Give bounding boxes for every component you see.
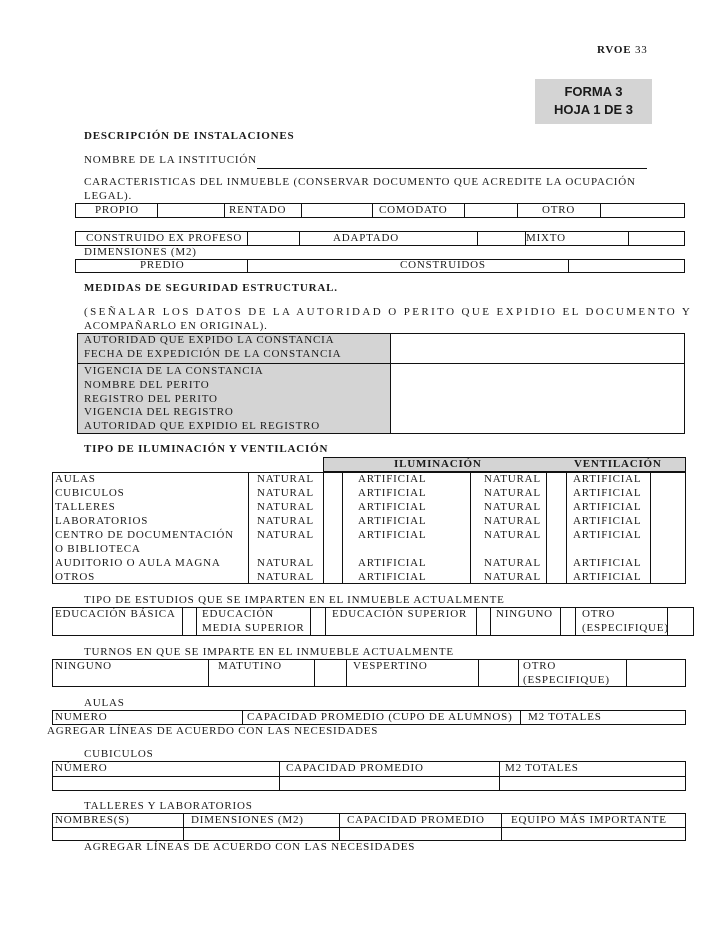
section-title-seguridad: MEDIDAS DE SEGURIDAD ESTRUCTURAL. <box>84 282 338 294</box>
seguridad-row-4: NOMBRE DEL PERITO <box>84 379 210 391</box>
rvoe-header <box>597 44 648 57</box>
estudio-otro-2: (ESPECIFIQUE) <box>582 622 669 634</box>
turno-otro-2: (ESPECIFIQUE) <box>523 674 610 686</box>
estudio-media-2: MEDIA SUPERIOR <box>202 622 305 634</box>
forma-box <box>535 79 652 124</box>
seguridad-table <box>77 333 685 434</box>
turno-matutino: MATUTINO <box>218 660 282 672</box>
ilum-natural-5[interactable]: NATURAL <box>257 529 314 541</box>
ilum-artificial-7[interactable]: ARTIFICIAL <box>358 571 427 583</box>
talleres-equipo: EQUIPO MÁS IMPORTANTE <box>511 814 667 826</box>
matutino-checkbox[interactable] <box>315 660 347 686</box>
talleres-header <box>52 813 686 841</box>
vent-natural-2[interactable]: NATURAL <box>484 487 541 499</box>
estudios-row <box>52 607 694 636</box>
seguridad-row-1: AUTORIDAD QUE EXPIDO LA CONSTANCIA <box>84 334 335 346</box>
ilum-row-auditorio: AUDITORIO O AULA MAGNA <box>55 557 221 569</box>
talleres-agregar: AGREGAR LÍNEAS DE ACUERDO CON LAS NECESIDADES <box>84 841 416 853</box>
aulas-header <box>52 710 686 725</box>
section-title-talleres: TALLERES Y LABORATORIOS <box>84 800 253 812</box>
rvoe-label: RVOE <box>597 44 632 56</box>
header-ventilacion: VENTILACIÓN <box>574 458 662 470</box>
ilum-artificial-4[interactable]: ARTIFICIAL <box>358 515 427 527</box>
talleres-dimensiones: DIMENSIONES (M2) <box>191 814 304 826</box>
vent-natural-5[interactable]: NATURAL <box>484 529 541 541</box>
estudio-basica: EDUCACIÓN BÁSICA <box>55 608 176 620</box>
vent-natural-4[interactable]: NATURAL <box>484 515 541 527</box>
section-title-aulas: AULAS <box>84 697 125 709</box>
iluminacion-header <box>323 457 686 472</box>
vent-natural-3[interactable]: NATURAL <box>484 501 541 513</box>
caracteristicas-line-2: LEGAL). <box>84 190 133 202</box>
rvoe-number: 33 <box>634 44 648 56</box>
construccion-row <box>75 231 685 246</box>
cubiculos-numero: NÚMERO <box>55 762 108 774</box>
cubiculos-capacidad: CAPACIDAD PROMEDIO <box>286 762 424 774</box>
turno-vespertino: VESPERTINO <box>353 660 428 672</box>
superior-checkbox[interactable] <box>477 608 491 635</box>
ilum-row-aulas: AULAS <box>55 473 96 485</box>
seguridad-note-2: ACOMPAÑARLO EN ORIGINAL). <box>84 320 268 332</box>
vent-artificial-3[interactable]: ARTIFICIAL <box>573 501 642 513</box>
cubiculos-m2: M2 TOTALES <box>505 762 579 774</box>
seguridad-value-1[interactable] <box>391 334 684 364</box>
turnos-row <box>52 659 686 687</box>
adaptado-checkbox[interactable] <box>478 232 526 245</box>
section-title-cubiculos: CUBICULOS <box>84 748 154 760</box>
ilum-natural-7[interactable]: NATURAL <box>257 571 314 583</box>
vespertino-checkbox[interactable] <box>479 660 519 686</box>
ilum-natural-4[interactable]: NATURAL <box>257 515 314 527</box>
predio-label: PREDIO <box>140 259 185 271</box>
ilum-artificial-1[interactable]: ARTIFICIAL <box>358 473 427 485</box>
ilum-row-cubiculos: CUBICULOS <box>55 487 125 499</box>
ilum-natural-6[interactable]: NATURAL <box>257 557 314 569</box>
construido-checkbox[interactable] <box>248 232 300 245</box>
ilum-row-otros: OTROS <box>55 571 96 583</box>
vent-artificial-2[interactable]: ARTIFICIAL <box>573 487 642 499</box>
vent-artificial-5[interactable]: ARTIFICIAL <box>573 529 642 541</box>
opt-propio: PROPIO <box>95 204 139 216</box>
seguridad-row-2: FECHA DE EXPEDICIÓN DE LA CONSTANCIA <box>84 348 342 360</box>
basica-checkbox[interactable] <box>183 608 197 635</box>
media-checkbox[interactable] <box>311 608 326 635</box>
opt-comodato: COMODATO <box>379 204 448 216</box>
comodato-checkbox[interactable] <box>465 204 518 217</box>
section-title-estudios: TIPO DE ESTUDIOS QUE SE IMPARTEN EN EL INMUEBLE ACTUALMENTE <box>84 594 505 606</box>
dimensiones-row <box>75 259 685 273</box>
opt-construido: CONSTRUIDO EX PROFESO <box>86 232 243 244</box>
vent-artificial-7[interactable]: ARTIFICIAL <box>573 571 642 583</box>
iluminacion-table <box>52 457 686 584</box>
ilum-row-centro: CENTRO DE DOCUMENTACIÓN <box>55 529 234 541</box>
ilum-natural-3[interactable]: NATURAL <box>257 501 314 513</box>
construidos-field[interactable] <box>569 260 680 272</box>
opt-mixto: MIXTO <box>526 232 566 244</box>
section-title-iluminacion: TIPO DE ILUMINACIÓN Y VENTILACIÓN <box>84 443 329 455</box>
ilum-artificial-3[interactable]: ARTIFICIAL <box>358 501 427 513</box>
seguridad-row-7: AUTORIDAD QUE EXPIDIO EL REGISTRO <box>84 420 320 432</box>
ilum-row-laboratorios: LABORATORIOS <box>55 515 149 527</box>
ilum-natural-1[interactable]: NATURAL <box>257 473 314 485</box>
aulas-capacidad: CAPACIDAD PROMEDIO (CUPO DE ALUMNOS) <box>247 711 513 723</box>
construidos-label: CONSTRUIDOS <box>400 259 486 271</box>
ilum-natural-2[interactable]: NATURAL <box>257 487 314 499</box>
header-iluminacion: ILUMINACIÓN <box>394 458 482 470</box>
turno-ninguno: NINGUNO <box>55 660 112 672</box>
forma-line-2: HOJA 1 DE 3 <box>554 102 633 117</box>
seguridad-row-5: REGISTRO DEL PERITO <box>84 393 218 405</box>
vent-artificial-4[interactable]: ARTIFICIAL <box>573 515 642 527</box>
rentado-checkbox[interactable] <box>302 204 373 217</box>
propio-checkbox[interactable] <box>158 204 225 217</box>
turno-otro-1: OTRO <box>523 660 557 672</box>
opt-adaptado: ADAPTADO <box>333 232 400 244</box>
caracteristicas-line-1: CARACTERISTICAS DEL INMUEBLE (CONSERVAR DOCUMENTO QUE ACREDITE LA OCUPACIÓN <box>84 176 636 188</box>
talleres-capacidad: CAPACIDAD PROMEDIO <box>347 814 485 826</box>
ilum-artificial-6[interactable]: ARTIFICIAL <box>358 557 427 569</box>
section-title-descripcion: DESCRIPCIÓN DE INSTALACIONES <box>84 130 295 142</box>
seguridad-note-1: (SEÑALAR LOS DATOS DE LA AUTORIDAD O PERITO QUE EXPIDIO EL DOCUMENTO Y <box>84 306 693 318</box>
opt-otro: OTRO <box>542 204 576 216</box>
vent-natural-1[interactable]: NATURAL <box>484 473 541 485</box>
nombre-input-line[interactable] <box>257 168 647 169</box>
forma-line-1: FORMA 3 <box>564 84 623 99</box>
ilum-artificial-5[interactable]: ARTIFICIAL <box>358 529 427 541</box>
ocupacion-row <box>75 203 685 218</box>
predio-field[interactable] <box>248 260 569 272</box>
aulas-numero: NUMERO <box>55 711 108 723</box>
opt-rentado: RENTADO <box>229 204 287 216</box>
estudio-superior: EDUCACIÓN SUPERIOR <box>332 608 468 620</box>
ninguno-checkbox[interactable] <box>561 608 576 635</box>
ilum-row-talleres: TALLERES <box>55 501 116 513</box>
dimensiones-label: DIMENSIONES (M2) <box>84 246 197 258</box>
ilum-artificial-2[interactable]: ARTIFICIAL <box>358 487 427 499</box>
section-title-turnos: TURNOS EN QUE SE IMPARTE EN EL INMUEBLE ACTUALMENTE <box>84 646 454 658</box>
estudio-media-1: EDUCACIÓN <box>202 608 274 620</box>
vent-artificial-6[interactable]: ARTIFICIAL <box>573 557 642 569</box>
aulas-m2: M2 TOTALES <box>528 711 602 723</box>
vent-natural-6[interactable]: NATURAL <box>484 557 541 569</box>
seguridad-value-2[interactable] <box>391 364 684 433</box>
vent-artificial-1[interactable]: ARTIFICIAL <box>573 473 642 485</box>
estudio-otro-1: OTRO <box>582 608 616 620</box>
ilum-row-centro-2: O BIBLIOTECA <box>55 543 141 555</box>
seguridad-row-6: VIGENCIA DEL REGISTRO <box>84 406 234 418</box>
vent-natural-7[interactable]: NATURAL <box>484 571 541 583</box>
estudio-ninguno: NINGUNO <box>496 608 553 620</box>
nombre-label: NOMBRE DE LA INSTITUCIÓN <box>84 154 257 166</box>
seguridad-row-3: VIGENCIA DE LA CONSTANCIA <box>84 365 264 377</box>
talleres-nombres: NOMBRES(S) <box>55 814 130 826</box>
cubiculos-header <box>52 761 686 791</box>
aulas-agregar: AGREGAR LÍNEAS DE ACUERDO CON LAS NECESIDADES <box>47 725 379 737</box>
